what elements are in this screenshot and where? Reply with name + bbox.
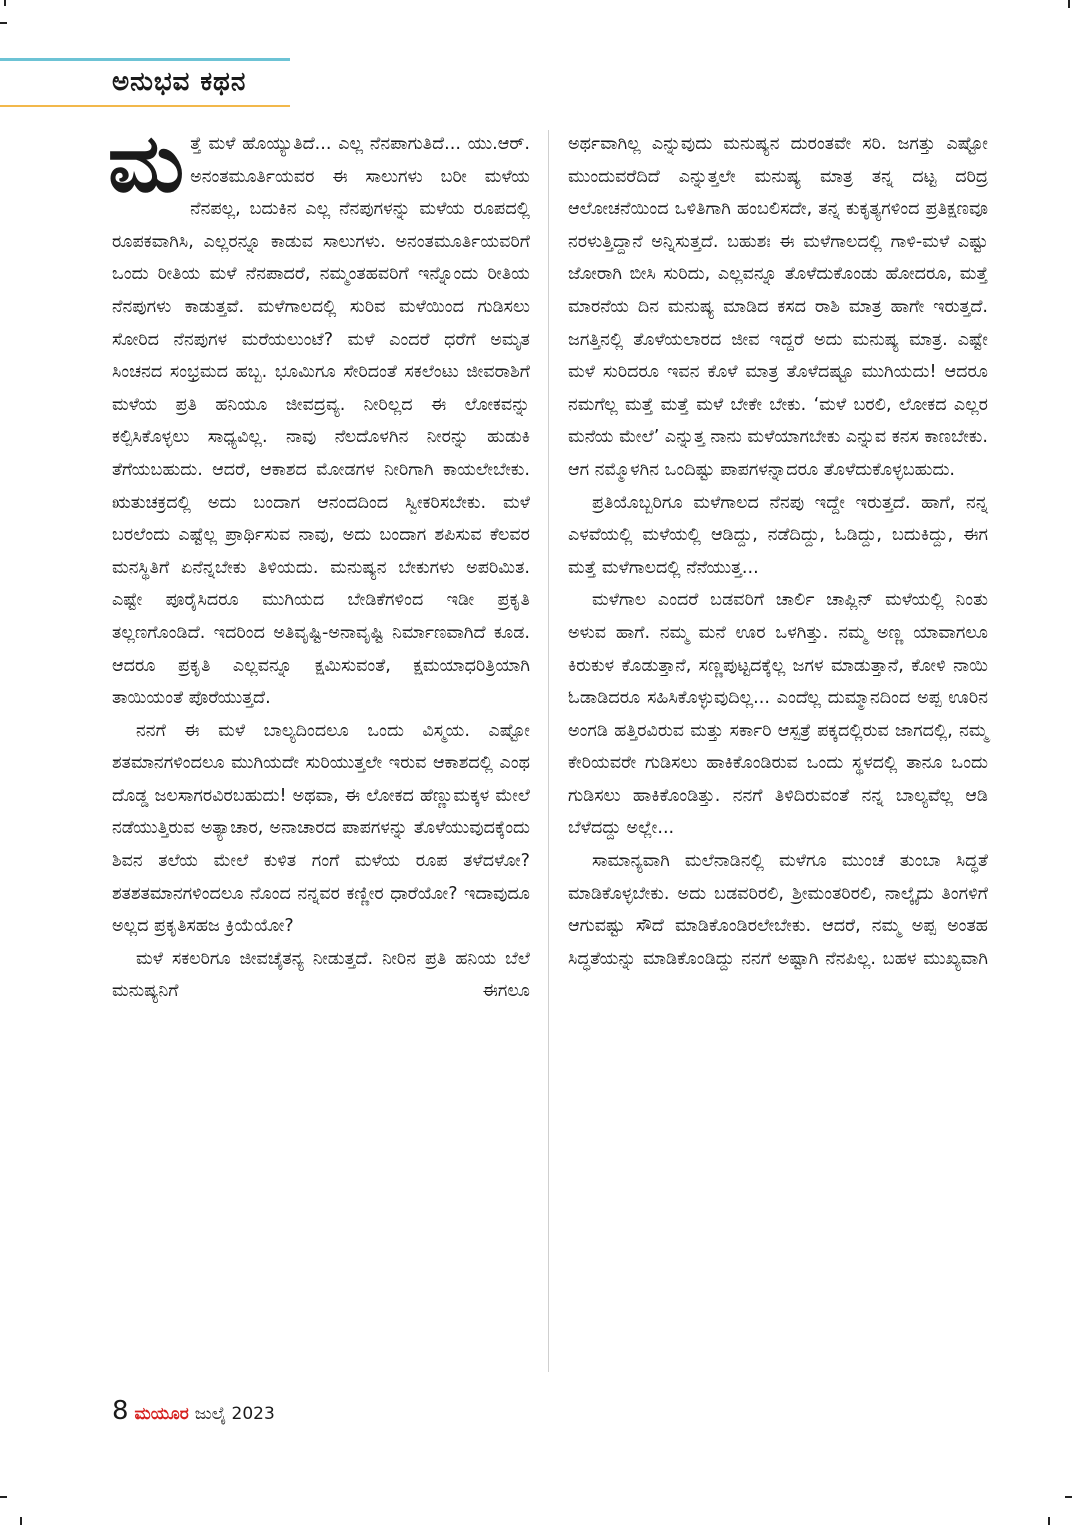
article-column-left <box>108 117 530 1008</box>
drop-cap: ಮ <box>108 117 185 210</box>
page-footer <box>112 1396 275 1428</box>
article-column-right <box>568 128 988 975</box>
crop-mark <box>1068 0 1070 8</box>
article-paragraph: ಮಳೆ ಸಕಲರಿಗೂ ಜೀವಚೈತನ್ಯ ನೀಡುತ್ತದೆ. ನೀರಿನ ಪ್ರತಿ ಹನಿಯ ಬೆಲೆ ಮನುಷ್ಯನಿಗೆ ಈಗಲೂ <box>112 948 530 1002</box>
section-title: ಅನುಭವ ಕಥನ <box>112 67 247 97</box>
article-paragraph: ಮಳೆಗಾಲ ಎಂದರೆ ಬಡವರಿಗೆ ಚಾರ್ಲಿ ಚಾಪ್ಲಿನ್ ಮಳೆಯಲ್ಲಿ ನಿಂತು ಅಳುವ ಹಾಗೆ. ನಮ್ಮ ಮನೆ ಊರ ಒಳಗಿತ್ತು. ನಮ್ಮ ಅಣ್ಣ ಯಾವಾಗಲೂ ಕಿರುಕುಳ ಕೊಡುತ್ತಾನೆ, ಸಣ್ಣಪುಟ್ಟದಕ್ಕೆಲ್ಲ ಜಗಳ ಮಾಡುತ್ತಾನೆ, ಕೋಳಿ ನಾಯಿ ಓಡಾಡಿದರೂ ಸಹಿಸಿಕೊಳ್ಳುವುದಿಲ್ಲ... ಎಂದೆಲ್ಲ ದುಮ್ಮಾನದಿಂದ ಅಪ್ಪ ಊರಿನ ಅಂಗಡಿ ಹತ್ತಿರವಿರುವ ಮತ್ತು ಸರ್ಕಾರಿ ಆಸ್ಪತ್ರೆ ಪಕ್ಕದಲ್ಲಿರುವ ಜಾಗದಲ್ಲಿ, ನಮ್ಮ ಕೇರಿಯವರೇ ಗುಡಿಸಲು ಹಾಕಿಕೊಂಡಿರುವ ಒಂದು ಸ್ಥಳದಲ್ಲಿ ತಾನೂ ಒಂದು ಗುಡಿಸಲು ಹಾಕಿಕೊಂಡಿತ್ತು. ನನಗೆ ತಿಳಿದಿರುವಂತೆ ನನ್ನ ಬಾಲ್ಯವೆಲ್ಲ ಆಡಿ ಬೆಳೆದದ್ದು ಅಲ್ಲೇ... <box>568 590 988 839</box>
crop-mark <box>1048 1517 1050 1525</box>
section-header <box>0 58 290 108</box>
article-paragraph: ಪ್ರತಿಯೊಬ್ಬರಿಗೂ ಮಳೆಗಾಲದ ನೆನಪು ಇದ್ದೇ ಇರುತ್ತದೆ. ಹಾಗೆ, ನನ್ನ ಎಳವೆಯಲ್ಲಿ ಮಳೆಯಲ್ಲಿ ಆಡಿದ್ದು, ನಡೆದಿದ್ದು, ಓಡಿದ್ದು, ಬದುಕಿದ್ದು, ಈಗ ಮತ್ತೆ ಮಳೆಗಾಲದಲ್ಲಿ ನೆನೆಯುತ್ತ... <box>568 492 988 578</box>
crop-mark <box>0 22 7 24</box>
header-rule-top <box>0 58 290 61</box>
article-paragraph: ಅರ್ಥವಾಗಿಲ್ಲ ಎನ್ನುವುದು ಮನುಷ್ಯನ ದುರಂತವೇ ಸರಿ. ಜಗತ್ತು ಎಷ್ಟೋ ಮುಂದುವರೆದಿದೆ ಎನ್ನುತ್ತಲೇ ಮನುಷ್ಯ ಮಾತ್ರ ತನ್ನ ದಟ್ಟ ದರಿದ್ರ ಆಲೋಚನೆಯಿಂದ ಒಳಿತಿಗಾಗಿ ಹಂಬಲಿಸದೇ, ತನ್ನ ಕುಕೃತ್ಯಗಳಿಂದ ಪ್ರತಿಕ್ಷಣವೂ ನರಳುತ್ತಿದ್ದಾನೆ ಅನ್ನಿಸುತ್ತದೆ. ಬಹುಶಃ ಈ ಮಳೆಗಾಲದಲ್ಲಿ ಗಾಳಿ-ಮಳೆ ಎಷ್ಟು ಜೋರಾಗಿ ಬೀಸಿ ಸುರಿದು, ಎಲ್ಲವನ್ನೂ ತೊಳೆದುಕೊಂಡು ಹೋದರೂ, ಮತ್ತೆ ಮಾರನೆಯ ದಿನ ಮನುಷ್ಯ ಮಾಡಿದ ಕಸದ ರಾಶಿ ಮಾತ್ರ ಹಾಗೇ ಇರುತ್ತದೆ. ಜಗತ್ತಿನಲ್ಲಿ ತೊಳೆಯಲಾರದ ಜೀವ ಇದ್ದರೆ ಅದು ಮನುಷ್ಯ ಮಾತ್ರ. ಎಷ್ಟೇ ಮಳೆ ಸುರಿದರೂ ಇವನ ಕೊಳೆ ಮಾತ್ರ ತೊಳೆದಷ್ಟೂ ಮುಗಿಯದು! ಆದರೂ ನಮಗೆಲ್ಲ ಮತ್ತೆ ಮತ್ತೆ ಮಳೆ ಬೇಕೇ ಬೇಕು. ‘ಮಳೆ ಬರಲಿ, ಲೋಕದ ಎಲ್ಲರ ಮನೆಯ ಮೇಲೆ’ ಎನ್ನುತ್ತ ನಾನು ಮಳೆಯಾಗಬೇಕು ಎನ್ನುವ ಕನಸ ಕಾಣಬೇಕು. ಆಗ ನಮ್ಮೊಳಗಿನ ಒಂದಿಷ್ಟು ಪಾಪಗಳನ್ನಾದರೂ ತೊಳೆದುಕೊಳ್ಳಬಹುದು. <box>568 134 988 480</box>
article-paragraph: ನನಗೆ ಈ ಮಳೆ ಬಾಲ್ಯದಿಂದಲೂ ಒಂದು ವಿಸ್ಮಯ. ಎಷ್ಟೋ ಶತಮಾನಗಳಿಂದಲೂ ಮುಗಿಯದೇ ಸುರಿಯುತ್ತಲೇ ಇರುವ ಆಕಾಶದಲ್ಲಿ ಎಂಥ ದೊಡ್ಡ ಜಲಸಾಗರವಿರಬಹುದು! ಅಥವಾ, ಈ ಲೋಕದ ಹೆಣ್ಣುಮಕ್ಕಳ ಮೇಲೆ ನಡೆಯುತ್ತಿರುವ ಅತ್ಯಾಚಾರ, ಅನಾಚಾರದ ಪಾಪಗಳನ್ನು ತೊಳೆಯುವುದಕ್ಕೆಂದು ಶಿವನ ತಲೆಯ ಮೇಲೆ ಕುಳಿತ ಗಂಗೆ ಮಳೆಯ ರೂಪ ತಳೆದಳೋ? ಶತಶತಮಾನಗಳಿಂದಲೂ ನೊಂದ ನನ್ನವರ ಕಣ್ಣೀರ ಧಾರೆಯೋ? ಇದಾವುದೂ ಅಲ್ಲದ ಪ್ರಕೃತಿಸಹಜ ಕ್ರಿಯೆಯೋ? <box>112 720 530 937</box>
paragraph-text: ತ್ತೆ ಮಳೆ ಹೊಯ್ಯುತಿದೆ... ಎಲ್ಲ ನೆನಪಾಗುತಿದೆ... ಯು.ಆರ್. ಅನಂತಮೂರ್ತಿಯವರ ಈ ಸಾಲುಗಳು ಬರೀ ಮಳೆಯ ನೆನಪಲ್ಲ, ಬದುಕಿನ ಎಲ್ಲ ನೆನಪುಗಳನ್ನು ಮಳೆಯ ರೂಪದಲ್ಲಿ ರೂಪಕವಾಗಿಸಿ, ಎಲ್ಲರನ್ನೂ ಕಾಡುವ ಸಾಲುಗಳು. ಅನಂತಮೂರ್ತಿಯವರಿಗೆ ಒಂದು ರೀತಿಯ ಮಳೆ ನೆನಪಾದರೆ, ನಮ್ಮಂತಹವರಿಗೆ ಇನ್ನೊಂದು ರೀತಿಯ ನೆನಪುಗಳು ಕಾಡುತ್ತವೆ. ಮಳೆಗಾಲದಲ್ಲಿ ಸುರಿವ ಮಳೆಯಿಂದ ಗುಡಿಸಲು ಸೋರಿದ ನೆನಪುಗಳ ಮರೆಯಲುಂಟೆ? ಮಳೆ ಎಂದರೆ ಧರೆಗೆ ಅಮೃತ ಸಿಂಚನದ ಸಂಭ್ರಮದ ಹಬ್ಬ. ಭೂಮಿಗೂ ಸೇರಿದಂತೆ ಸಕಲೆಂಟು ಜೀವರಾಶಿಗೆ ಮಳೆಯ ಪ್ರತಿ ಹನಿಯೂ ಜೀವದ್ರವ್ಯ. ನೀರಿಲ್ಲದ ಈ ಲೋಕವನ್ನು ಕಲ್ಪಿಸಿಕೊಳ್ಳಲು ಸಾಧ್ಯವಿಲ್ಲ. ನಾವು ನೆಲದೊಳಗಿನ ನೀರನ್ನು ಹುಡುಕಿ ತೆಗೆಯಬಹುದು. ಆದರೆ, ಆಕಾಶದ ಮೋಡಗಳ ನೀರಿಗಾಗಿ ಕಾಯಲೇಬೇಕು. ಋತುಚಕ್ರದಲ್ಲಿ ಅದು ಬಂದಾಗ ಆನಂದದಿಂದ ಸ್ವೀಕರಿಸಬೇಕು. ಮಳೆ ಬರಲೆಂದು ಎಷ್ಟೆಲ್ಲ ಪ್ರಾರ್ಥಿಸುವ ನಾವು, ಅದು ಬಂದಾಗ ಶಪಿಸುವ ಕೆಲವರ ಮನಸ್ಥಿತಿಗೆ ಏನೆನ್ನಬೇಕು ತಿಳಿಯದು. ಮನುಷ್ಯನ ಬೇಕುಗಳು ಅಪರಿಮಿತ. ಎಷ್ಟೇ ಪೂರೈಸಿದರೂ ಮುಗಿಯದ ಬೇಡಿಕೆಗಳಿಂದ ಇಡೀ ಪ್ರಕೃತಿ ತಲ್ಲಣಗೊಂಡಿದೆ. ಇದರಿಂದ ಅತಿವೃಷ್ಟಿ-ಅನಾವೃಷ್ಟಿ ನಿರ್ಮಾಣವಾಗಿದೆ ಕೂಡ. ಆದರೂ ಪ್ರಕೃತಿ ಎಲ್ಲವನ್ನೂ ಕ್ಷಮಿಸುವಂತೆ, ಕ್ಷಮಯಾಧರಿತ್ರಿಯಾಗಿ ತಾಯಿಯಂತೆ ಪೊರೆಯುತ್ತದೆ. <box>112 134 530 709</box>
article-paragraph: ಸಾಮಾನ್ಯವಾಗಿ ಮಲೆನಾಡಿನಲ್ಲಿ ಮಳೆಗೂ ಮುಂಚೆ ತುಂಬಾ ಸಿದ್ಧತೆ ಮಾಡಿಕೊಳ್ಳಬೇಕು. ಅದು ಬಡವರಿರಲಿ, ಶ್ರೀಮಂತರಿರಲಿ, ನಾಲ್ಕೈದು ತಿಂಗಳಿಗೆ ಆಗುವಷ್ಟು ಸೌದೆ ಮಾಡಿಕೊಂಡಿರಲೇಬೇಕು. ಆದರೆ, ನಮ್ಮ ಅಪ್ಪ ಅಂತಹ ಸಿದ್ಧತೆಯನ್ನು ಮಾಡಿಕೊಂಡಿದ್ದು ನನಗೆ ಅಷ್ಟಾಗಿ ನೆನಪಿಲ್ಲ. ಬಹಳ ಮುಖ್ಯವಾಗಿ <box>568 851 988 969</box>
magazine-logo: ಮಯೂರ <box>134 1404 189 1424</box>
page-number: 8 <box>112 1396 129 1426</box>
header-rule-bottom <box>0 105 290 107</box>
crop-mark <box>20 1517 22 1525</box>
crop-mark <box>4 0 6 6</box>
article-paragraph <box>108 117 530 715</box>
crop-mark <box>1065 1496 1072 1498</box>
column-divider <box>548 130 549 1372</box>
crop-mark <box>0 1496 7 1498</box>
issue-date: ಜುಲೈ 2023 <box>194 1404 275 1424</box>
